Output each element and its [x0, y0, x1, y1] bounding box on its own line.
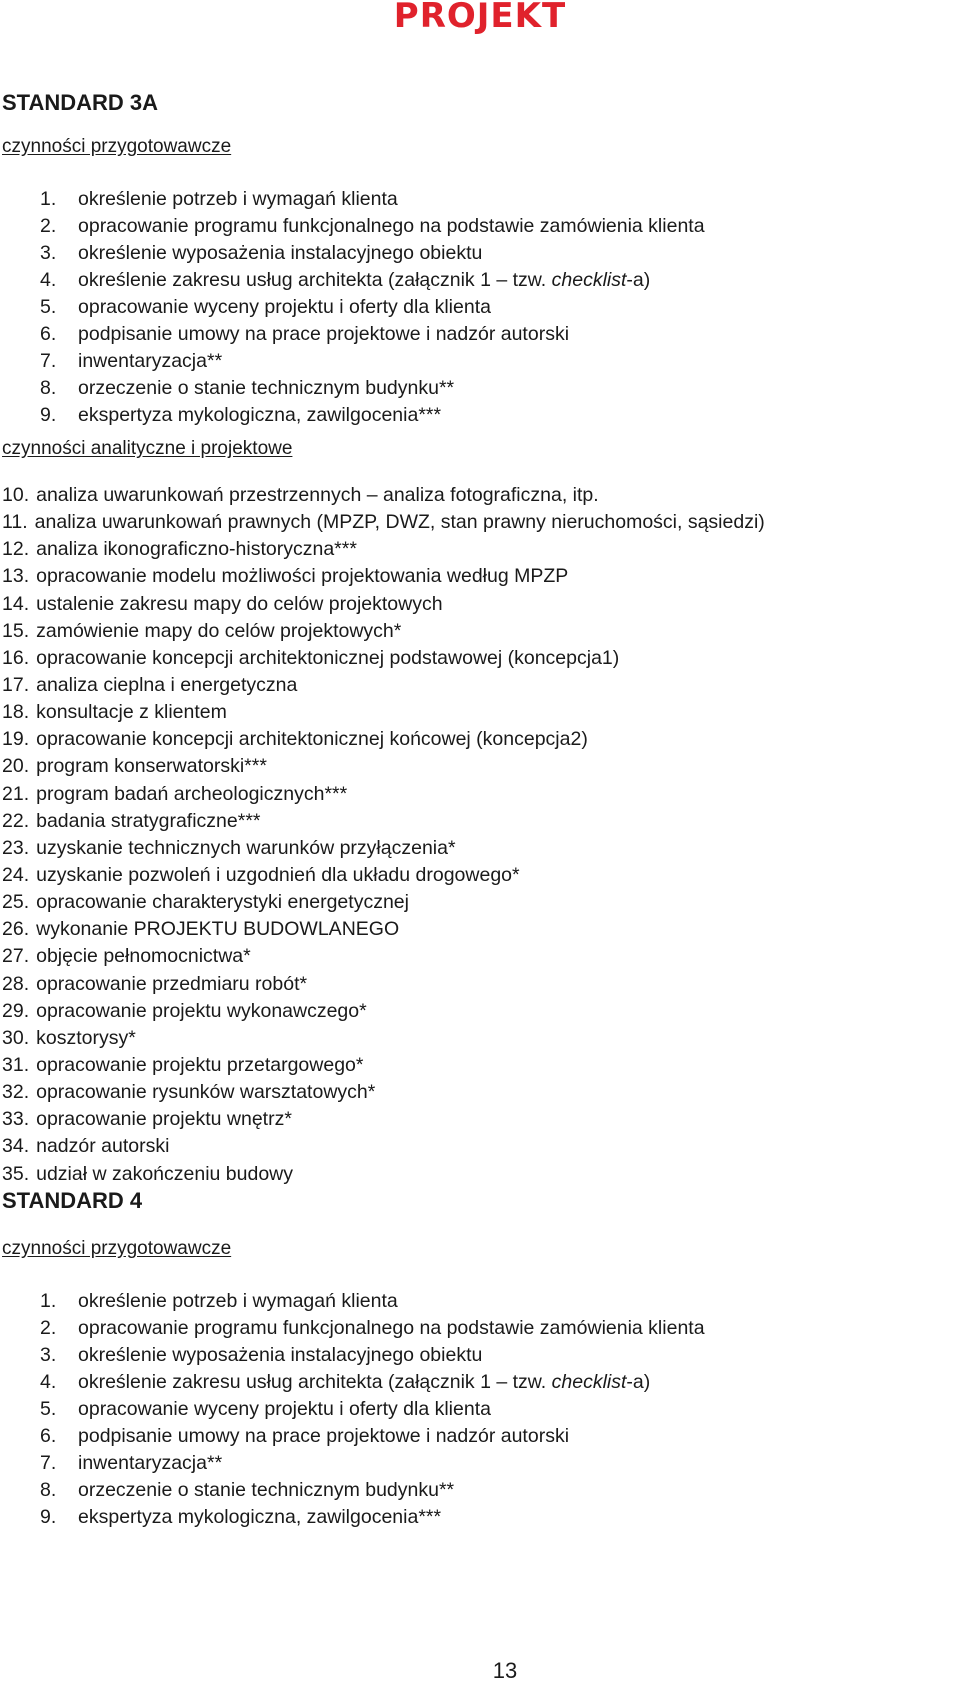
- item-text: opracowanie koncepcji architektonicznej końcowej (koncepcja2): [36, 728, 588, 751]
- item-text: inwentaryzacja**: [78, 350, 223, 372]
- list-item: [2, 943, 765, 970]
- item-number: 30.: [2, 1026, 30, 1049]
- item-number: 15.: [2, 619, 30, 642]
- item-number: 28.: [2, 972, 30, 995]
- list-item: [2, 321, 705, 348]
- item-text: ustalenie zakresu mapy do celów projektowych: [36, 592, 443, 615]
- standard-heading: STANDARD 3A: [2, 90, 159, 115]
- item-text: uzyskanie technicznych warunków przyłączenia*: [36, 836, 456, 859]
- task-list: [2, 482, 765, 1188]
- list-item: [2, 240, 705, 267]
- item-number: 11.: [2, 511, 28, 534]
- list-item: [2, 375, 705, 402]
- item-text: inwentaryzacja**: [78, 1452, 223, 1474]
- list-item: [2, 1025, 765, 1052]
- item-text: ekspertyza mykologiczna, zawilgocenia***: [78, 1506, 442, 1528]
- item-text: nadzór autorski: [36, 1135, 170, 1158]
- item-number: 29.: [2, 999, 30, 1022]
- list-item: [2, 1288, 705, 1315]
- item-number: 8.: [40, 1479, 57, 1501]
- item-number: 19.: [2, 728, 30, 751]
- standard-heading: STANDARD 4: [2, 1188, 143, 1213]
- item-number: 9.: [40, 404, 57, 426]
- list-item: [2, 1423, 705, 1450]
- list-item: [2, 1161, 765, 1188]
- item-text: opracowanie wyceny projektu i oferty dla klienta: [78, 296, 491, 318]
- item-number: 35.: [2, 1162, 30, 1185]
- item-text: określenie wyposażenia instalacyjnego obiektu: [78, 242, 483, 264]
- list-item: [2, 781, 765, 808]
- item-text: orzeczenie o stanie technicznym budynku**: [78, 377, 455, 399]
- item-text: określenie zakresu usług architekta (załącznik 1 – tzw.: [78, 1371, 552, 1393]
- item-text-italic: checklist: [551, 269, 627, 291]
- section-heading: czynności przygotowawcze: [2, 136, 232, 157]
- item-text: -a): [626, 269, 651, 291]
- item-number: 5.: [40, 1398, 57, 1420]
- list-item: [2, 348, 705, 375]
- item-text-italic: checklist: [551, 1371, 627, 1393]
- list-item: [2, 213, 705, 240]
- list-item: [2, 563, 765, 590]
- item-text: kosztorysy*: [36, 1026, 136, 1049]
- item-text: opracowanie rysunków warsztatowych*: [36, 1081, 376, 1104]
- list-item: [2, 753, 765, 780]
- list-item: [2, 699, 765, 726]
- item-text: określenie wyposażenia instalacyjnego obiektu: [78, 1344, 483, 1366]
- item-number: 1.: [40, 1290, 57, 1312]
- item-number: 33.: [2, 1108, 30, 1131]
- item-number: 1.: [40, 188, 57, 210]
- item-number: 2.: [40, 215, 57, 237]
- list-item: [2, 1504, 705, 1531]
- item-text: analiza uwarunkowań prawnych (MPZP, DWZ, stan prawny nieruchomości, sąsiedzi): [34, 511, 765, 534]
- item-text: opracowanie charakterystyki energetycznej: [36, 891, 409, 914]
- item-text: analiza uwarunkowań przestrzennych – analiza fotograficzna, itp.: [36, 484, 599, 506]
- item-number: 20.: [2, 755, 30, 778]
- item-number: 3.: [40, 242, 57, 264]
- list-item: [2, 862, 765, 889]
- item-text: -a): [626, 1371, 651, 1393]
- item-text: opracowanie wyceny projektu i oferty dla klienta: [78, 1398, 491, 1420]
- list-item: [2, 267, 705, 294]
- item-text: opracowanie koncepcji architektonicznej podstawowej (koncepcja1): [36, 646, 620, 669]
- list-item: [2, 672, 765, 699]
- item-number: 6.: [40, 1425, 57, 1447]
- item-text: określenie zakresu usług architekta (załącznik 1 – tzw.: [78, 269, 552, 291]
- list-item: [2, 1133, 765, 1160]
- item-number: 7.: [40, 350, 57, 372]
- item-text: orzeczenie o stanie technicznym budynku**: [78, 1479, 455, 1501]
- item-number: 4.: [40, 269, 57, 291]
- item-number: 13.: [2, 565, 30, 588]
- item-text: opracowanie programu funkcjonalnego na podstawie zamówienia klienta: [78, 1317, 705, 1339]
- item-text: objęcie pełnomocnictwa*: [36, 945, 251, 968]
- list-item: [2, 1106, 765, 1133]
- item-number: 2.: [40, 1317, 57, 1339]
- item-number: 12.: [2, 538, 30, 561]
- item-text: opracowanie projektu wnętrz*: [36, 1108, 292, 1131]
- list-item: [2, 1450, 705, 1477]
- list-item: [2, 645, 765, 672]
- list-item: [2, 1369, 705, 1396]
- item-number: 31.: [2, 1053, 30, 1076]
- item-number: 18.: [2, 701, 30, 724]
- list-item: [2, 998, 765, 1025]
- item-number: 32.: [2, 1081, 30, 1104]
- list-item: [2, 889, 765, 916]
- list-item: [2, 536, 765, 563]
- list-item: [2, 509, 765, 536]
- list-item: [2, 916, 765, 943]
- item-text: analiza ikonograficzno-historyczna***: [36, 538, 357, 561]
- item-number: 8.: [40, 377, 57, 399]
- item-text: opracowanie modelu możliwości projektowania według MPZP: [36, 565, 569, 588]
- item-number: 21.: [2, 782, 30, 805]
- task-list: [2, 186, 705, 429]
- item-text: analiza cieplna i energetyczna: [36, 673, 298, 696]
- item-text: opracowanie projektu wykonawczego*: [36, 999, 367, 1022]
- item-number: 5.: [40, 296, 57, 318]
- list-item: [2, 591, 765, 618]
- item-text: uzyskanie pozwoleń i uzgodnień dla układu drogowego*: [36, 863, 520, 886]
- list-item: [2, 1342, 705, 1369]
- item-number: 34.: [2, 1135, 30, 1158]
- list-item: [2, 726, 765, 753]
- list-item: [2, 835, 765, 862]
- item-text: program badań archeologicznych***: [36, 782, 348, 805]
- item-text: opracowanie przedmiaru robót*: [36, 972, 308, 995]
- item-text: konsultacje z klientem: [36, 701, 227, 724]
- item-text: wykonanie PROJEKTU BUDOWLANEGO: [36, 918, 400, 941]
- list-item: [2, 402, 705, 429]
- item-number: 23.: [2, 836, 30, 859]
- list-item: [2, 971, 765, 998]
- item-number: 16.: [2, 646, 30, 669]
- section-heading: czynności analityczne i projektowe: [2, 438, 293, 459]
- item-text: zamówienie mapy do celów projektowych*: [36, 619, 402, 642]
- list-item: [2, 1079, 765, 1106]
- item-number: 10.: [2, 484, 30, 506]
- list-item: [2, 294, 705, 321]
- list-item: [2, 808, 765, 835]
- item-number: 7.: [40, 1452, 57, 1474]
- item-number: 27.: [2, 945, 30, 968]
- item-number: 9.: [40, 1506, 57, 1528]
- list-item: [2, 1396, 705, 1423]
- item-number: 4.: [40, 1371, 57, 1393]
- item-number: 26.: [2, 918, 30, 941]
- item-number: 6.: [40, 323, 57, 345]
- document-title: PROJEKT: [393, 0, 567, 36]
- item-text: program konserwatorski***: [36, 755, 267, 778]
- list-item: [2, 618, 765, 645]
- item-text: udział w zakończeniu budowy: [36, 1162, 294, 1185]
- item-number: 24.: [2, 863, 30, 886]
- item-text: badania stratygraficzne***: [36, 809, 261, 832]
- item-number: 14.: [2, 592, 30, 615]
- item-text: określenie potrzeb i wymagań klienta: [78, 188, 398, 210]
- section-heading: czynności przygotowawcze: [2, 1238, 232, 1259]
- item-text: podpisanie umowy na prace projektowe i nadzór autorski: [78, 323, 570, 345]
- item-text: opracowanie programu funkcjonalnego na podstawie zamówienia klienta: [78, 215, 705, 237]
- list-item: [2, 482, 765, 509]
- item-text: określenie potrzeb i wymagań klienta: [78, 1290, 398, 1312]
- item-number: 17.: [2, 673, 30, 696]
- item-text: ekspertyza mykologiczna, zawilgocenia***: [78, 404, 442, 426]
- item-number: 22.: [2, 809, 30, 832]
- list-item: [2, 1477, 705, 1504]
- page-number: 13: [492, 1658, 518, 1683]
- item-number: 3.: [40, 1344, 57, 1366]
- list-item: [2, 1315, 705, 1342]
- item-text: opracowanie projektu przetargowego*: [36, 1053, 364, 1076]
- item-text: podpisanie umowy na prace projektowe i nadzór autorski: [78, 1425, 570, 1447]
- list-item: [2, 186, 705, 213]
- item-number: 25.: [2, 891, 30, 914]
- list-item: [2, 1052, 765, 1079]
- task-list: [2, 1288, 705, 1531]
